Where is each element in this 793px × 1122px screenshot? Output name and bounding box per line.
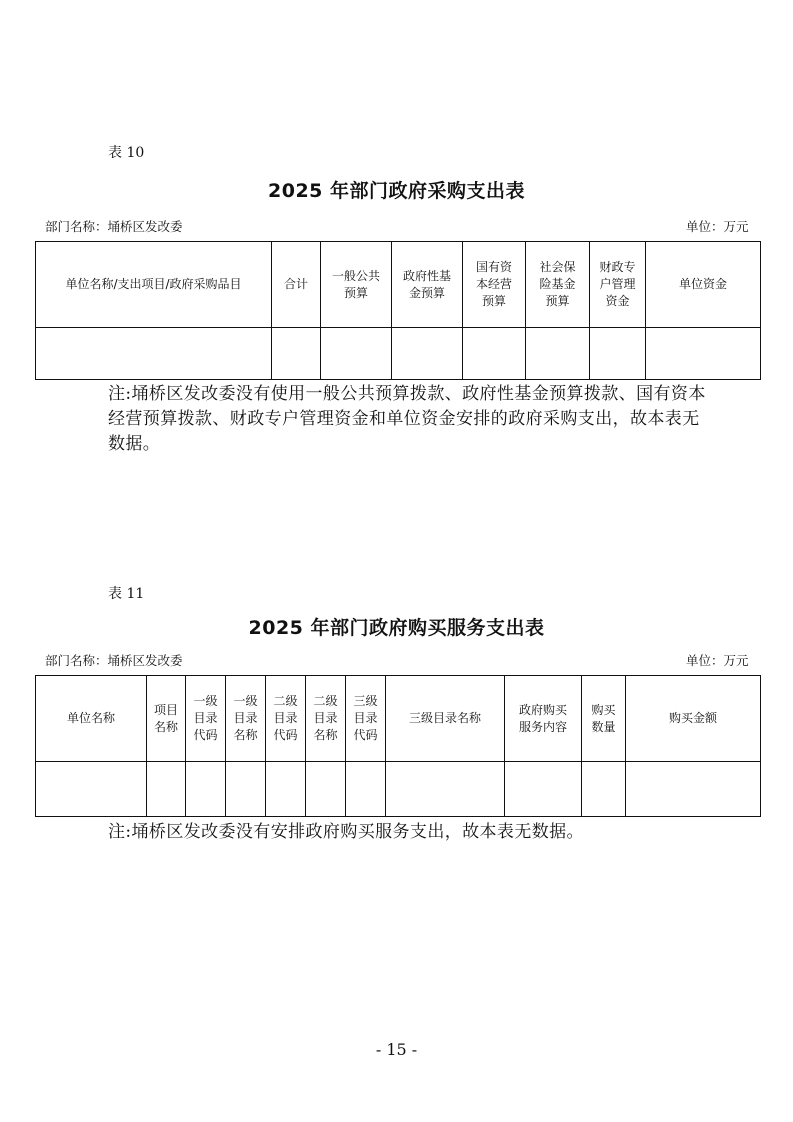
empty-cell — [626, 762, 761, 817]
table-11-label: 表 11 — [108, 586, 145, 602]
empty-cell — [392, 328, 463, 380]
services-header-cell: 政府购买 服务内容 — [505, 676, 582, 762]
empty-cell — [186, 762, 226, 817]
services-header-cell: 二级 目录 名称 — [306, 676, 346, 762]
empty-cell — [306, 762, 346, 817]
empty-cell — [226, 762, 266, 817]
empty-cell — [272, 328, 321, 380]
services-header-cell: 项目 名称 — [147, 676, 186, 762]
procurement-header-cell: 财政专 户管理 资金 — [590, 242, 646, 328]
empty-cell — [590, 328, 646, 380]
services-header-cell: 二级 目录 代码 — [266, 676, 306, 762]
empty-cell — [582, 762, 626, 817]
empty-cell — [646, 328, 761, 380]
empty-cell — [386, 762, 505, 817]
empty-cell — [266, 762, 306, 817]
procurement-header-row — [36, 242, 761, 328]
services-table — [35, 675, 761, 817]
procurement-header-cell: 合计 — [272, 242, 321, 328]
procurement-unit: 单位：万元 — [686, 219, 749, 234]
procurement-table — [35, 241, 761, 380]
empty-cell — [36, 328, 272, 380]
procurement-header-cell: 社会保 险基金 预算 — [526, 242, 590, 328]
services-header-cell: 三级目录名称 — [386, 676, 505, 762]
services-header-cell: 单位名称 — [36, 676, 147, 762]
services-header-cell: 购买金额 — [626, 676, 761, 762]
services-header-row — [36, 676, 761, 762]
empty-cell — [147, 762, 186, 817]
page-number: - 15 - — [375, 1040, 418, 1059]
services-dept: 部门名称：埇桥区发改委 — [45, 653, 183, 668]
table-row — [36, 762, 761, 817]
services-header-cell: 一级 目录 代码 — [186, 676, 226, 762]
procurement-note: 注:埇桥区发改委没有使用一般公共预算拨款、政府性基金预算拨款、国有资本经营预算拨款、财政专户管理资金和单位资金安排的政府采购支出，故本表无数据。 — [108, 384, 706, 454]
empty-cell — [505, 762, 582, 817]
procurement-header-cell: 单位资金 — [646, 242, 761, 328]
procurement-title: 2025 年部门政府采购支出表 — [268, 180, 525, 202]
empty-cell — [36, 762, 147, 817]
procurement-header-cell: 政府性基 金预算 — [392, 242, 463, 328]
services-title: 2025 年部门政府购买服务支出表 — [248, 617, 545, 639]
procurement-header-cell: 单位名称/支出项目/政府采购品目 — [36, 242, 272, 328]
services-unit: 单位：万元 — [686, 653, 749, 668]
table-row — [36, 328, 761, 380]
services-header-cell: 购买 数量 — [582, 676, 626, 762]
procurement-header-cell: 国有资 本经营 预算 — [463, 242, 526, 328]
procurement-dept: 部门名称：埇桥区发改委 — [45, 219, 183, 234]
services-header-cell: 一级 目录 名称 — [226, 676, 266, 762]
services-note: 注:埇桥区发改委没有安排政府购买服务支出，故本表无数据。 — [108, 822, 584, 842]
empty-cell — [463, 328, 526, 380]
empty-cell — [321, 328, 392, 380]
procurement-header-cell: 一般公共 预算 — [321, 242, 392, 328]
services-header-cell: 三级 目录 代码 — [346, 676, 386, 762]
empty-cell — [526, 328, 590, 380]
table-10-label: 表 10 — [108, 145, 145, 161]
empty-cell — [346, 762, 386, 817]
